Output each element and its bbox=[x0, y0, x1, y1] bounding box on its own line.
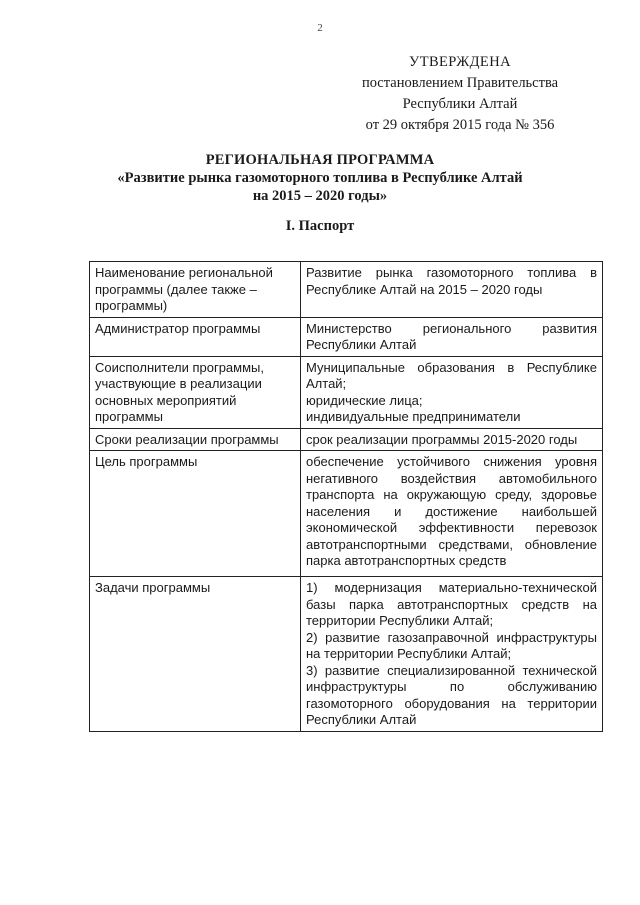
row-label: Сроки реализации программы bbox=[90, 428, 301, 451]
page-number: 2 bbox=[317, 22, 323, 34]
value-line: индивидуальные предприниматели bbox=[306, 409, 521, 424]
approval-line-3: Республики Алтай bbox=[402, 96, 518, 112]
value-line: 1) модернизация материально-технической базы парка автотранспортных средств на территории Республики Алтай; bbox=[306, 580, 597, 628]
title-line-2: «Развитие рынка газомоторного топлива в Республике Алтай bbox=[117, 170, 523, 186]
value-line: 2) развитие газозаправочной инфраструктуры на территории Республики Алтай; bbox=[306, 629, 597, 661]
value-line: 3) развитие специализированной технической инфраструктуры по обслуживанию газомоторного оборудования на территории Республики Алтай bbox=[306, 662, 597, 727]
value-line: юридические лица; bbox=[306, 392, 423, 408]
approval-line-1: УТВЕРЖДЕНА bbox=[409, 54, 511, 70]
passport-table bbox=[89, 261, 603, 732]
approval-stamp bbox=[330, 52, 590, 136]
table-row bbox=[90, 577, 603, 732]
row-value: обеспечение устойчивого снижения уровня негативного воздействия автомобильного транспорта на окружающую среду, здоровье населения и достижение наибольшей экономической эффективности перевозок автотранспортными средствами, обновление парка автотранспортных средств bbox=[301, 451, 603, 577]
row-label: Задачи программы bbox=[90, 577, 301, 732]
approval-line-2: постановлением Правительства bbox=[361, 75, 559, 91]
table-row bbox=[90, 317, 603, 356]
row-value bbox=[301, 577, 603, 732]
row-value: Развитие рынка газомоторного топлива в Республике Алтай на 2015 – 2020 годы bbox=[301, 262, 603, 318]
row-value: Министерство регионального развития Республики Алтай bbox=[301, 317, 603, 356]
row-label: Администратор программы bbox=[90, 317, 301, 356]
section-heading: I. Паспорт bbox=[285, 218, 355, 234]
row-label: Соисполнители программы, участвующие в реализации основных мероприятий программы bbox=[90, 356, 301, 428]
title-line-1: РЕГИОНАЛЬНАЯ ПРОГРАММА bbox=[205, 152, 435, 168]
approval-line-4: от 29 октября 2015 года № 356 bbox=[365, 117, 555, 133]
table-row bbox=[90, 451, 603, 577]
table-row bbox=[90, 428, 603, 451]
table-row bbox=[90, 262, 603, 318]
document-title bbox=[0, 151, 640, 205]
table-row bbox=[90, 356, 603, 428]
value-line: Муниципальные образования в Республике Алтай; bbox=[306, 359, 597, 391]
row-value bbox=[301, 356, 603, 428]
title-line-3: на 2015 – 2020 годы» bbox=[252, 188, 388, 204]
row-value: срок реализации программы 2015-2020 годы bbox=[301, 428, 603, 451]
row-label: Наименование региональной программы (далее также – программы) bbox=[90, 262, 301, 318]
row-label: Цель программы bbox=[90, 451, 301, 577]
